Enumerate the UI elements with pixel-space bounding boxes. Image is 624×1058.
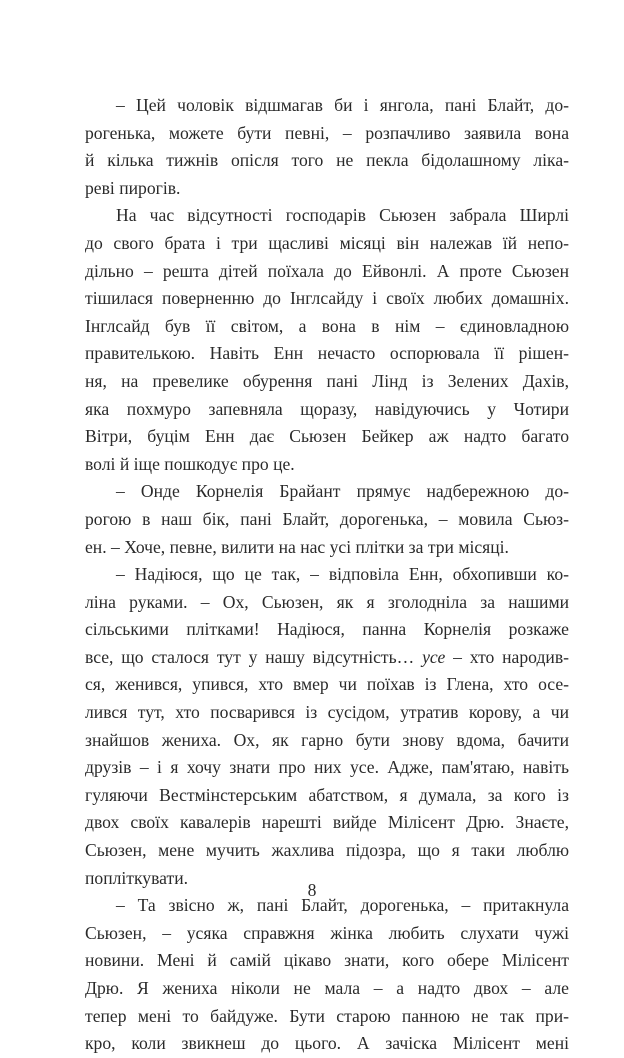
emphasis: усе	[422, 646, 446, 667]
text-line: тепер мені то байдуже. Бути старою панною не так при-	[85, 1005, 569, 1026]
text-line: правителькою. Навіть Енн нечасто оспорювала її рішен-	[85, 343, 569, 364]
text-line: ліна руками. – Ох, Сьюзен, як я зголодніла за нашими	[85, 591, 569, 612]
text-line: ня, на превелике обурення пані Лінд із Зелених Дахів,	[85, 370, 569, 391]
body-text	[85, 92, 569, 1058]
text-line: до свого брата і три щасливі місяці він належав їй непо-	[85, 232, 569, 253]
text-line: рогою в наш бік, пані Блайт, дорогенька, – мовила Сьюз-	[85, 508, 569, 529]
text-line: й кілька тижнів опісля того не пекла бідолашному ліка-	[85, 150, 569, 171]
text-line: – Надіюся, що це так, – відповіла Енн, обхопивши ко-	[116, 564, 569, 585]
text-line: яка похмуро запевняла щоразу, навідуючись у Чотири	[85, 398, 569, 419]
text-line: дільно – решта дітей поїхала до Ейвонлі. А проте Сьюзен	[85, 260, 569, 281]
text-line: – Онде Корнелія Брайант прямує надбережною до-	[116, 481, 569, 502]
text-line: ен. – Хоче, певне, вилити на нас усі плітки за три місяці.	[85, 536, 509, 557]
text-line: гуляючи Вестмінстерським абатством, я думала, за кого із	[85, 784, 569, 805]
text-line: лився тут, хто посварився із сусідом, утратив корову, а чи	[85, 702, 569, 723]
text-line: Сьюзен, – усяка справжня жінка любить слухати чужі	[85, 922, 569, 943]
text-line: знайшов жениха. Ох, як гарно бути знову вдома, бачити	[85, 729, 569, 750]
text-line: все, що сталося тут у нашу відсутність… усе – хто народив-	[85, 646, 569, 667]
text-line: ся, женився, упився, хто вмер чи поїхав із Глена, хто осе-	[85, 674, 569, 695]
text-line: реві пирогів.	[85, 177, 181, 198]
text-line: сільськими плітками! Надіюся, панна Корнелія розкаже	[85, 619, 569, 640]
text-line: друзів – і я хочу знати про них усе. Адже, пам'ятаю, навіть	[85, 757, 569, 778]
text-line: Вітри, буцім Енн дає Сьюзен Бейкер аж надто багато	[85, 426, 569, 447]
text-line: Сьюзен, мене мучить жахлива підозра, що я таки люблю	[85, 840, 569, 861]
text-line: – Цей чоловік відшмагав би і янгола, пані Блайт, до-	[116, 95, 569, 115]
text-line: новини. Мені й самій цікаво знати, кого обере Мілісент	[85, 950, 569, 971]
text-line: волі й іще пошкодує про це.	[85, 453, 295, 474]
text-line: рогенька, можете бути певні, – розпачливо заявила вона	[85, 122, 569, 143]
page-number: 8	[307, 880, 317, 900]
text-line: тішилася поверненню до Інглсайду і своїх любих домашніх.	[85, 288, 569, 309]
text-line: Інглсайд був її світом, а вона в нім – єдиновладною	[85, 315, 569, 336]
text-line: Дрю. Я жениха ніколи не мала – а надто двох – але	[85, 978, 569, 998]
text-line: попліткувати.	[85, 867, 189, 888]
text-line: – Та звісно ж, пані Блайт, дорогенька, – притакнула	[116, 895, 569, 916]
text-line: На час відсутності господарів Сьюзен забрала Ширлі	[116, 205, 569, 226]
text-line: кро, коли звикнеш до цього. А зачіска Мілісент мені	[85, 1033, 569, 1054]
text-line: двох своїх кавалерів нарешті вийде Мілісент Дрю. Знаєте,	[85, 812, 569, 833]
